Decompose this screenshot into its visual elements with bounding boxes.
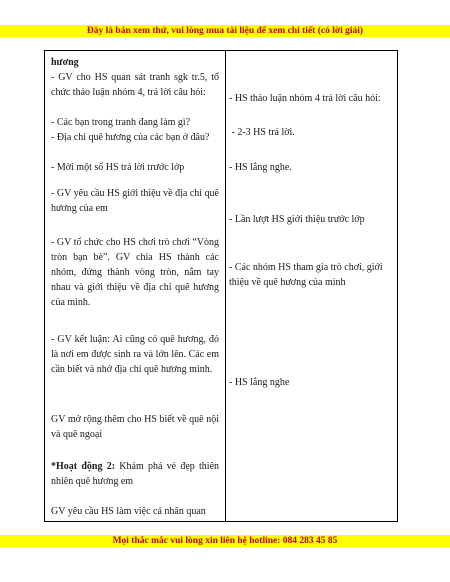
hotline-banner [0,535,450,547]
preview-notice-text: Đây là bản xem thử, vui lòng mua tài liệu để xem chi tiết (có lời giải) [86,26,364,36]
student-line: - 2-3 HS trả lời. [229,127,295,138]
teacher-line: - GV kết luận: Ai cũng có quê hương, đó là nơi em được sinh ra và lớn lên. Các em cần biết và nhớ địa chỉ quê hương mình. [51,334,219,375]
activity-2-label: *Hoạt động 2: [51,461,116,472]
student-line: - HS lắng nghe. [229,162,292,173]
teacher-line: - Mời một số HS trả lời trước lớp [51,162,185,173]
student-activities-cell [226,51,398,522]
lesson-plan-table [44,50,398,522]
activity-2-paragraph [51,459,219,489]
student-line: - HS thảo luận nhóm 4 trả lời câu hỏi: [229,93,381,104]
teacher-line: - Các bạn trong tranh đang làm gì? [51,117,191,128]
teacher-line: GV mở rộng thêm cho HS biết về quê nội và quê ngoại [51,414,219,440]
student-line: - HS lắng nghe [229,377,290,388]
activity-2-title: Khám phá vẻ đẹp thiên nhiên quê hương em [51,461,220,487]
student-line: - Lần lượt HS giới thiệu trước lớp [229,214,365,225]
hotline-text: Mọi thắc mắc vui lòng xin liên hệ hotline: 084 283 45 85 [112,536,338,546]
teacher-activities-cell [45,51,226,522]
teacher-line: - GV tổ chức cho HS chơi trò chơi “Vòng tròn bạn bè”. GV chia HS thành các nhóm, đứng thành vòng tròn, nắm tay nhau và giới thiệu về địa chỉ quê hương của mình. [51,237,219,308]
section-heading: hương [51,57,79,68]
teacher-line: GV yêu cầu HS làm việc cá nhân quan [51,506,206,517]
teacher-line: - GV cho HS quan sát tranh sgk tr.5, tổ chức thảo luận nhóm 4, trả lời câu hỏi: [51,72,219,98]
teacher-line: - GV yêu cầu HS giới thiệu về địa chỉ quê hương của em [51,188,219,214]
table-row [45,51,398,522]
preview-notice-banner [0,25,450,37]
student-line: - Các nhóm HS tham gia trò chơi, giới thiệu về quê hương của mình [229,262,383,288]
teacher-line: - Địa chỉ quê hương của các bạn ở đâu? [51,132,210,143]
